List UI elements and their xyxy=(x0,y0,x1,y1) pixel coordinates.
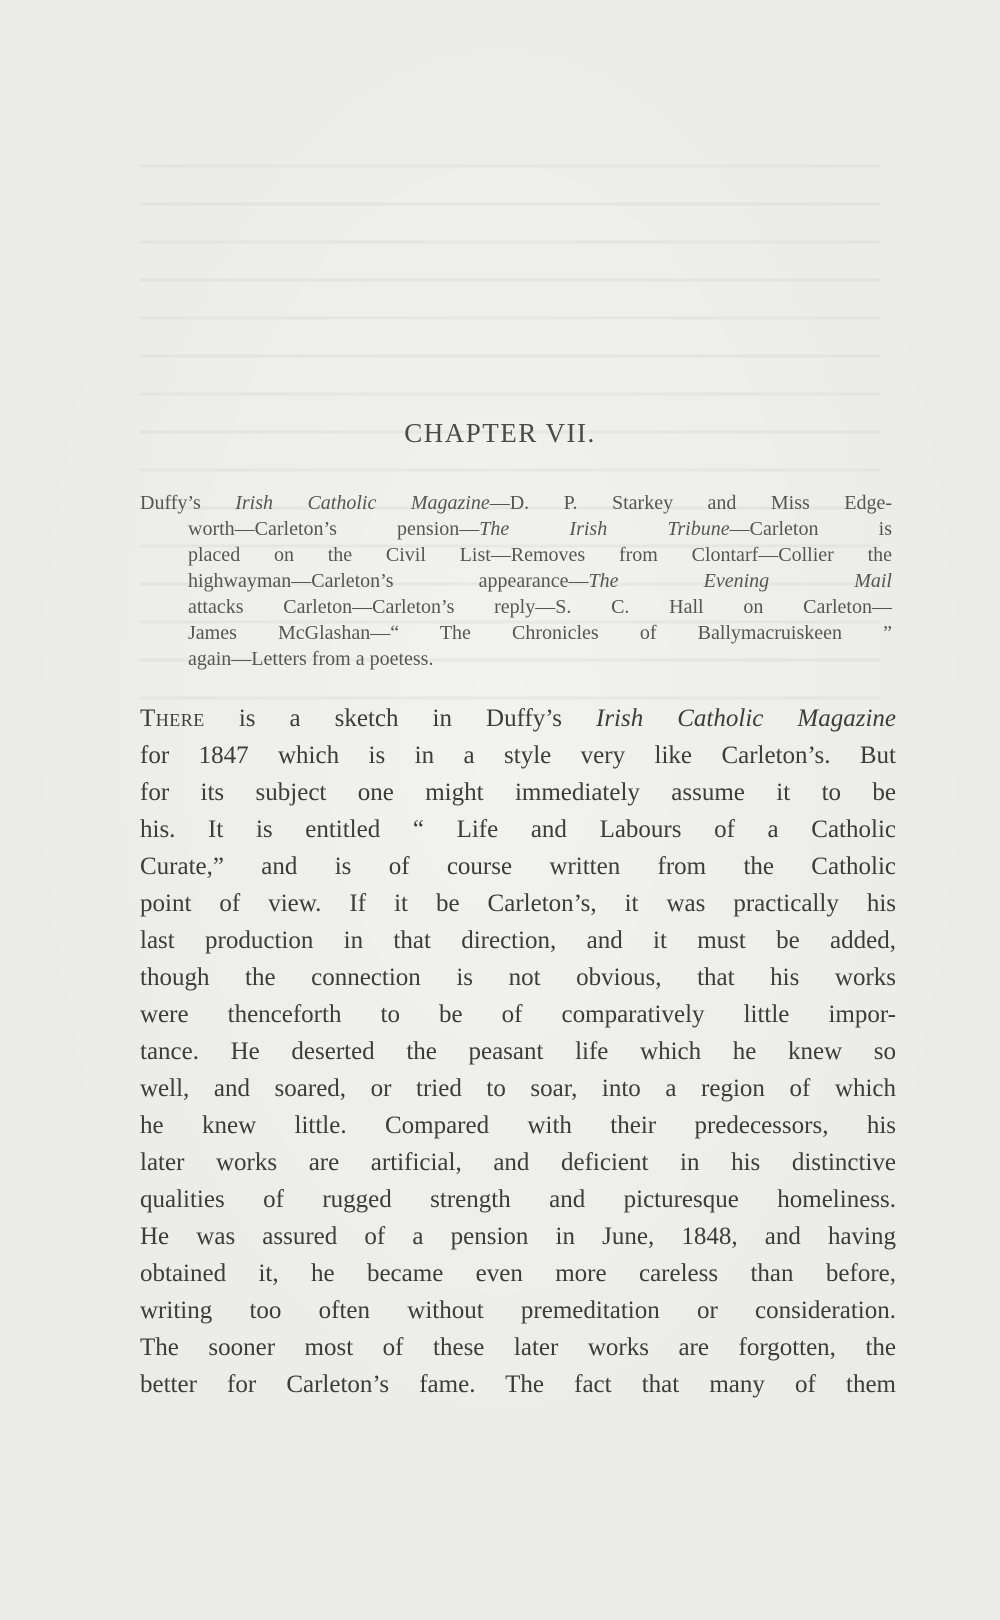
body-line: for 1847 which is in a style very like Carleton’s. But xyxy=(140,742,896,769)
synopsis-line: attacks Carleton—Carleton’s reply—S. C. Hall on Carleton— xyxy=(188,596,892,618)
body-line: his. It is entitled “ Life and Labours of a Catholic xyxy=(140,816,896,843)
chapter-synopsis xyxy=(140,490,892,672)
body-line: writing too often without premeditation or consideration. xyxy=(140,1297,896,1324)
body-line: though the connection is not obvious, that his works xyxy=(140,964,896,991)
body-line: The sooner most of these later works are forgotten, the xyxy=(140,1334,896,1361)
body-line: for its subject one might immediately assume it to be xyxy=(140,779,896,806)
body-line: tance. He deserted the peasant life which he knew so xyxy=(140,1038,896,1065)
chapter-heading: CHAPTER VII. xyxy=(404,418,596,448)
synopsis-line: highwayman—Carleton’s appearance—The Evening Mail xyxy=(188,570,892,592)
body-line: There is a sketch in Duffy’s Irish Catholic Magazine xyxy=(140,705,896,732)
body-line: better for Carleton’s fame. The fact that many of them xyxy=(140,1371,896,1398)
synopsis-line: Duffy’s Irish Catholic Magazine—D. P. Starkey and Miss Edge- xyxy=(140,492,893,514)
synopsis-line: again—Letters from a poetess. xyxy=(188,648,434,670)
body-line: later works are artificial, and deficient in his distinctive xyxy=(140,1149,896,1176)
body-line: obtained it, he became even more careless than before, xyxy=(140,1260,896,1287)
body-line: point of view. If it be Carleton’s, it was practically his xyxy=(140,890,896,917)
body-line: he knew little. Compared with their predecessors, his xyxy=(140,1112,896,1139)
synopsis-line: placed on the Civil List—Removes from Clontarf—Collier the xyxy=(188,544,892,566)
body-line: were thenceforth to be of comparatively little impor- xyxy=(140,1001,896,1028)
synopsis-line: James McGlashan—“ The Chronicles of Ballymacruiskeen ” xyxy=(188,622,892,644)
body-line: Curate,” and is of course written from the Catholic xyxy=(140,853,896,880)
body-paragraph xyxy=(140,700,896,1403)
body-line: He was assured of a pension in June, 1848, and having xyxy=(140,1223,896,1250)
body-line: well, and soared, or tried to soar, into a region of which xyxy=(140,1075,896,1102)
opening-word: There xyxy=(140,705,205,732)
body-line: last production in that direction, and it must be added, xyxy=(140,927,896,954)
synopsis-line: worth—Carleton’s pension—The Irish Tribune—Carleton is xyxy=(188,518,892,540)
body-line: qualities of rugged strength and picturesque homeliness. xyxy=(140,1186,896,1213)
